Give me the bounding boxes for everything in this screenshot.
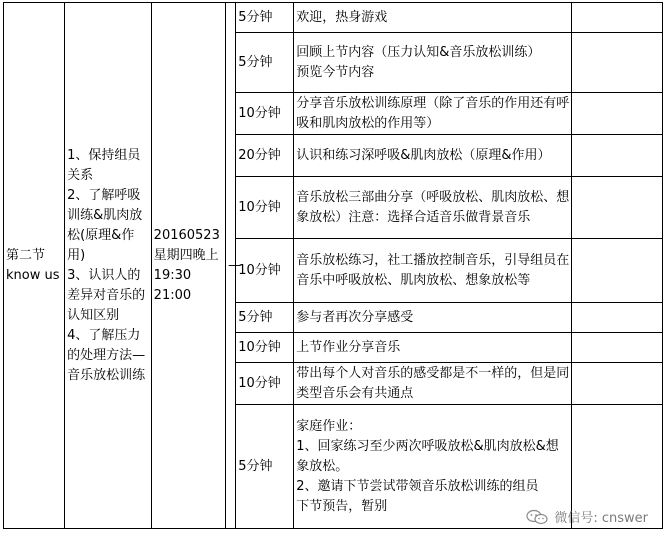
content-text: 预览今节内容 (296, 64, 375, 80)
session-title: 第二节 (6, 247, 46, 263)
watermark-text: 微信号: cnswer (554, 511, 648, 526)
session-weekday: 星期四晚上 (153, 247, 219, 263)
remark-cell (572, 3, 663, 33)
content-text: 参与者再次分享感受 (296, 309, 414, 325)
content-text: 2、邀请下节尝试带领音乐放松训练的组员 (296, 478, 539, 494)
remark-cell (572, 135, 663, 177)
session-start-time: 19:30 (153, 267, 192, 283)
duration-text: 5分钟 (238, 309, 273, 325)
content-cell (294, 177, 572, 239)
content-text: 音乐放松练习，社工播放控制音乐，引导组员在音乐中呼吸放松、肌肉放松、想象放松等 (296, 252, 570, 288)
duration-text: 5分钟 (238, 54, 273, 70)
duration-cell (236, 33, 294, 93)
session-cell (4, 3, 65, 529)
content-cell (294, 239, 572, 303)
duration-text: 10分钟 (238, 105, 281, 121)
remark-cell (572, 93, 663, 135)
wechat-icon (526, 509, 548, 525)
duration-cell (236, 3, 294, 33)
table-row (4, 3, 663, 33)
datetime-cell (151, 3, 225, 529)
duration-cell (236, 135, 294, 177)
content-cell (294, 303, 572, 333)
session-plan-table (3, 2, 663, 529)
content-text: 回顾上节内容（压力认知&音乐放松训练） (296, 44, 541, 60)
content-text: 上节作业分享音乐 (296, 339, 401, 355)
duration-cell (236, 333, 294, 363)
remark-cell (572, 333, 663, 363)
goals-cell (65, 3, 152, 529)
time-dash: — (228, 257, 242, 273)
session-date: 20160523 (153, 227, 220, 243)
remark-cell (572, 177, 663, 239)
duration-text: 10分钟 (238, 375, 281, 391)
content-cell (294, 33, 572, 93)
duration-text: 10分钟 (238, 339, 281, 355)
content-text: 音乐放松三部曲分享（呼吸放松、肌肉放松、想象放松）注意：选择合适音乐做背景音乐 (296, 189, 570, 225)
duration-cell (236, 405, 294, 529)
session-end-time: 21:00 (153, 287, 192, 303)
duration-cell (236, 363, 294, 405)
remark-cell (572, 33, 663, 93)
goal-item: 1、保持组员关系 (67, 147, 141, 183)
duration-text: 5分钟 (238, 458, 273, 474)
duration-text: 5分钟 (238, 9, 273, 25)
duration-text: 20分钟 (238, 147, 281, 163)
content-cell (294, 363, 572, 405)
remark-cell (572, 303, 663, 333)
content-text: 1、回家练习至少两次呼吸放松&肌肉放松&想象放松。 (296, 438, 559, 474)
content-cell (294, 3, 572, 33)
duration-cell (236, 93, 294, 135)
watermark (526, 507, 648, 526)
goal-item: 3、认识人的差异对音乐的认知区别 (67, 267, 146, 323)
duration-text: 10分钟 (238, 262, 281, 278)
content-cell (294, 333, 572, 363)
duration-cell (236, 303, 294, 333)
content-text: 下节预告，暂别 (296, 498, 388, 514)
goal-item: 2、了解呼吸训练&肌肉放松(原理&作用) (67, 187, 143, 263)
content-text: 家庭作业： (296, 418, 362, 434)
duration-cell (236, 239, 294, 303)
content-text: 欢迎，热身游戏 (296, 9, 388, 25)
remark-cell (572, 363, 663, 405)
content-cell (294, 93, 572, 135)
content-text: 认识和练习深呼吸&肌肉放松（原理&作用） (296, 147, 551, 163)
content-text: 带出每个人对音乐的感受都是不一样的，但是同类型音乐会有共通点 (296, 365, 570, 401)
goal-item: 4、了解压力的处理方法—音乐放松训练 (67, 327, 146, 383)
content-text: 分享音乐放松训练原理（除了音乐的作用还有呼吸和肌肉放松的作用等） (296, 95, 570, 131)
duration-text: 10分钟 (238, 199, 281, 215)
remark-cell (572, 239, 663, 303)
content-cell (294, 135, 572, 177)
duration-cell (236, 177, 294, 239)
dash-cell (226, 3, 242, 529)
session-subtitle: know us (6, 267, 60, 283)
